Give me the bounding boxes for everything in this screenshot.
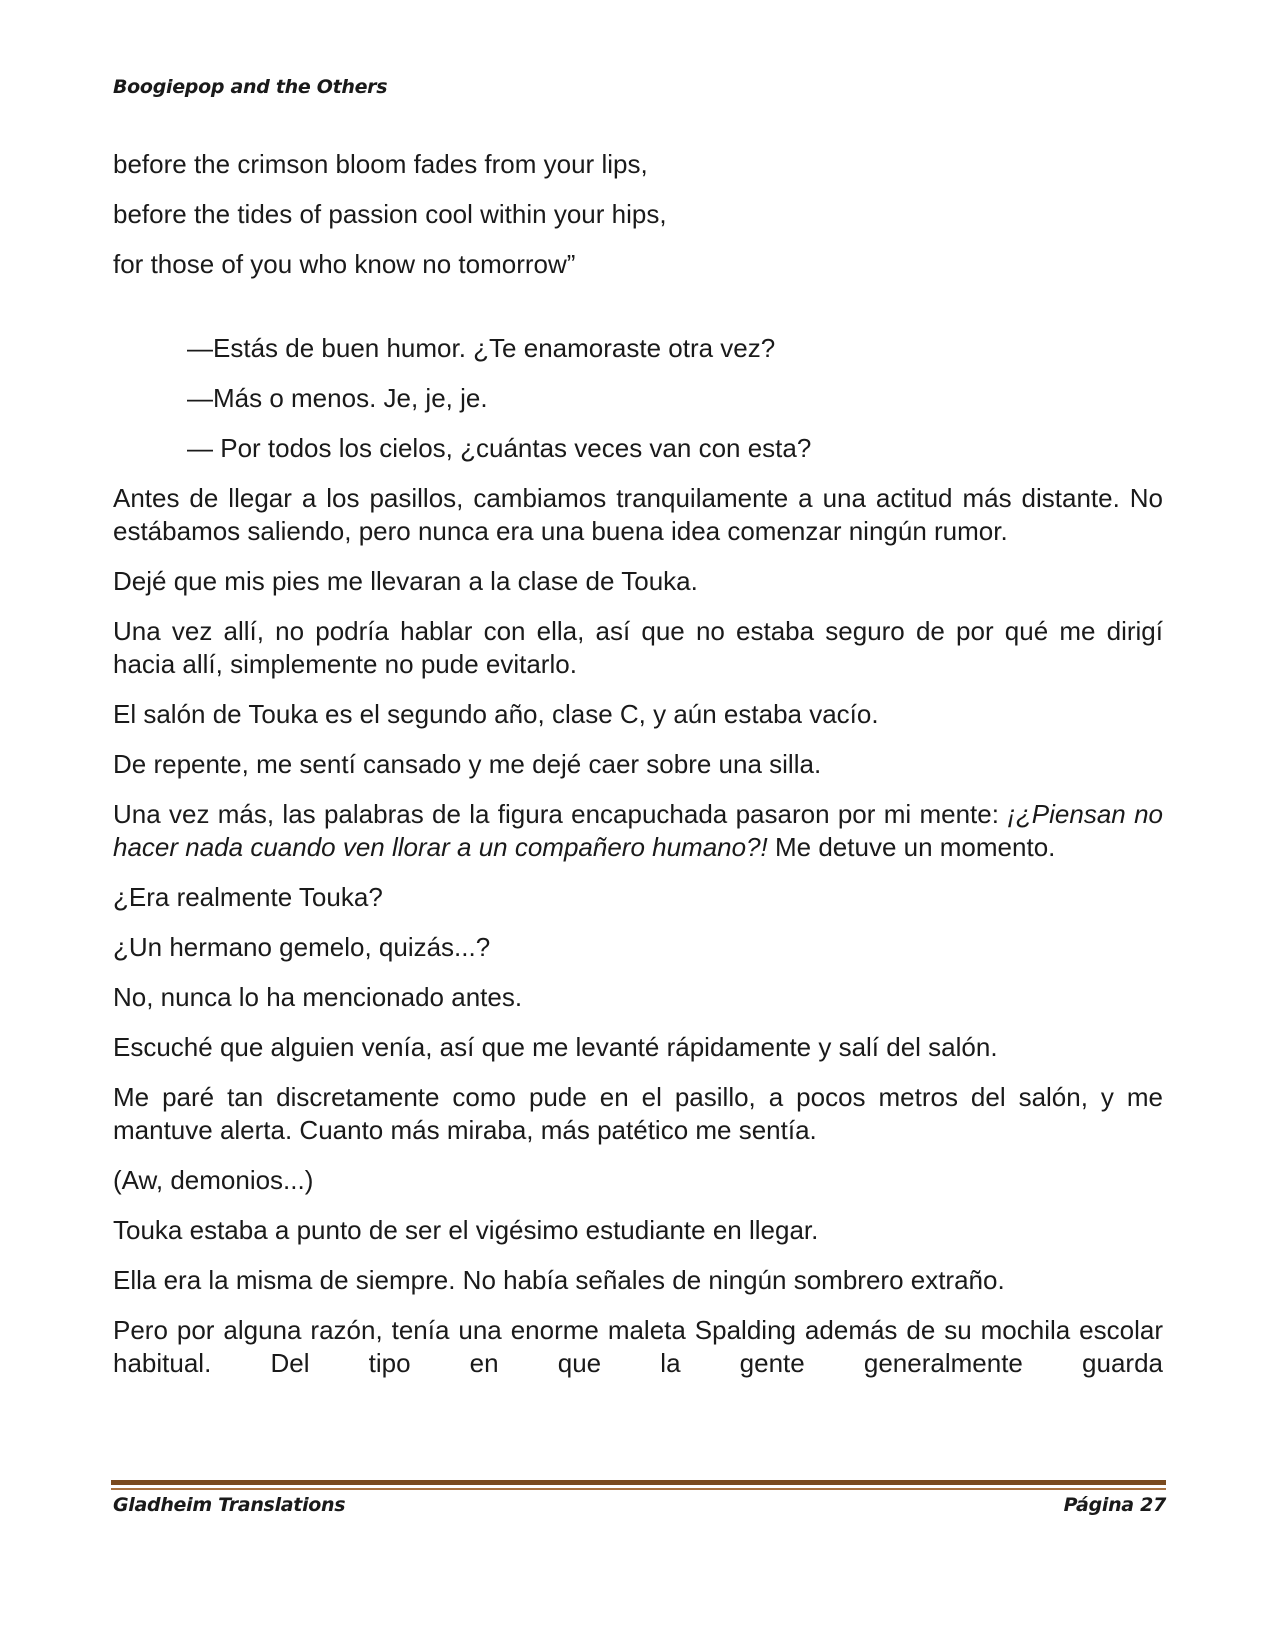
paragraph: Escuché que alguien venía, así que me levanté rápidamente y salí del salón. [113, 1032, 998, 1062]
dialogue-line: —Más o menos. Je, je, je. [187, 383, 488, 413]
paragraph: (Aw, demonios...) [113, 1165, 314, 1195]
verse-line: before the tides of passion cool within your hips, [113, 199, 667, 229]
paragraph: Me paré tan discretamente como pude en el pasillo, a pocos metros del salón, y me mantuve alerta. Cuanto más miraba, más patético me sentía. [113, 1082, 1163, 1145]
dialogue-line: — Por todos los cielos, ¿cuántas veces van con esta? [187, 433, 812, 463]
verse-line: for those of you who know no tomorrow” [113, 249, 576, 279]
italic-quote: ¡¿Piensan no hacer nada cuando ven llorar a un compañero humano?! [113, 799, 1163, 862]
paragraph-text: Me detuve un momento. [767, 832, 1056, 862]
paragraph: ¿Era realmente Touka? [113, 882, 383, 912]
body-text [113, 148, 1163, 1397]
page-number: Página 27 [1063, 1494, 1166, 1516]
prose-block [113, 482, 1163, 1380]
paragraph: Una vez allí, no podría hablar con ella, así que no estaba seguro de por qué me dirigí hacia allí, simplemente no pude evitarlo. [113, 616, 1163, 679]
paragraph: ¿Un hermano gemelo, quizás...? [113, 932, 491, 962]
verse-block [113, 148, 1163, 281]
dialogue-block [113, 332, 1163, 465]
dialogue-line: —Estás de buen humor. ¿Te enamoraste otra vez? [187, 333, 776, 363]
paragraph-text: Una vez más, las palabras de la figura encapuchada pasaron por mi mente: [113, 799, 1008, 829]
paragraph: Antes de llegar a los pasillos, cambiamos tranquilamente a una actitud más distante. No estábamos saliendo, pero nunca era una buena idea comenzar ningún rumor. [113, 483, 1163, 546]
running-header-title: Boogiepop and the Others [113, 76, 388, 98]
paragraph: Touka estaba a punto de ser el vigésimo estudiante en llegar. [113, 1215, 819, 1245]
paragraph: El salón de Touka es el segundo año, clase C, y aún estaba vacío. [113, 699, 879, 729]
paragraph: No, nunca lo ha mencionado antes. [113, 982, 523, 1012]
verse-line: before the crimson bloom fades from your lips, [113, 149, 648, 179]
paragraph-with-italic [113, 798, 1163, 864]
paragraph: De repente, me sentí cansado y me dejé caer sobre una silla. [113, 749, 822, 779]
footer-rule-thin [111, 1488, 1166, 1490]
paragraph: Pero por alguna razón, tenía una enorme maleta Spalding además de su mochila escolar habitual. Del tipo en que la gente generalmente guarda [113, 1315, 1163, 1378]
paragraph: Ella era la misma de siempre. No había señales de ningún sombrero extraño. [113, 1265, 1005, 1295]
footer-credit: Gladheim Translations [113, 1494, 346, 1516]
paragraph: Dejé que mis pies me llevaran a la clase de Touka. [113, 566, 698, 596]
footer-rule [111, 1480, 1166, 1485]
